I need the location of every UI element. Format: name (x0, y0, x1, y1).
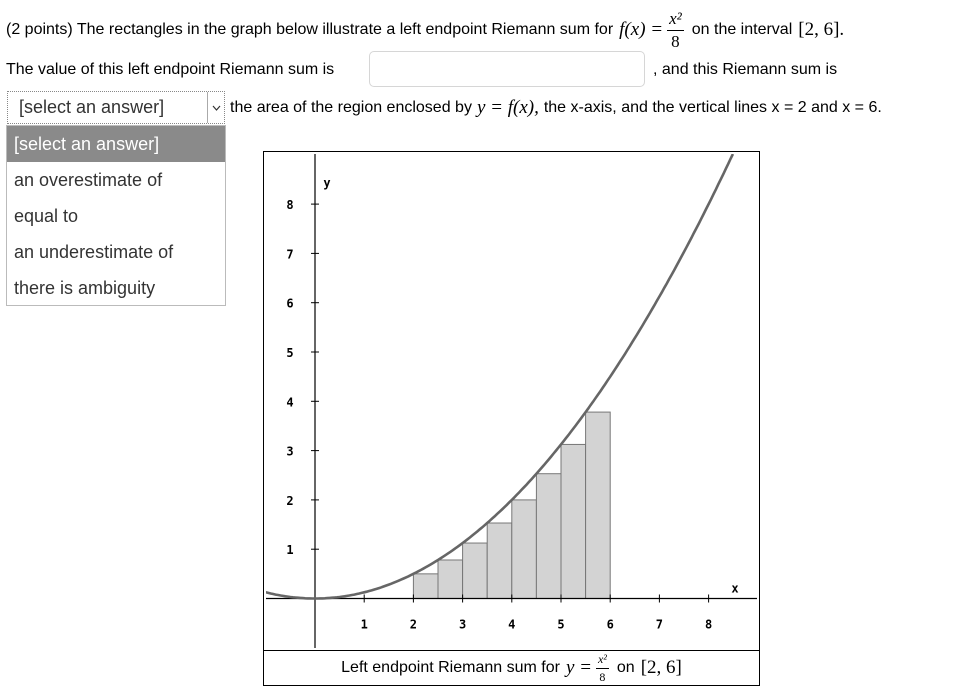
x-tick-label: 1 (360, 617, 368, 632)
graph-caption (263, 650, 760, 686)
y-tick-label: 1 (286, 543, 294, 558)
chevron-down-icon[interactable] (207, 92, 224, 123)
y-axis-label: y (323, 176, 331, 190)
function-name: f(x) = (619, 19, 664, 40)
dropdown-option[interactable]: equal to (14, 206, 79, 226)
caption-on-label: on (616, 659, 635, 676)
question-line-3 (230, 91, 882, 124)
fraction-denominator: 8 (671, 32, 680, 51)
x-tick-label: 8 (704, 617, 713, 632)
riemann-rectangle (586, 412, 611, 598)
riemann-rectangle (438, 560, 463, 599)
y-tick-label: 7 (286, 247, 294, 262)
question-interval: [2, 6]. (798, 19, 845, 40)
area-math: y = f(x), (476, 96, 539, 118)
dropdown-option[interactable]: an underestimate of (14, 242, 174, 262)
caption-math-lhs: y = (565, 657, 592, 678)
caption-interval: [2, 6] (640, 657, 682, 678)
caption-prefix: Left endpoint Riemann sum for (341, 659, 560, 676)
after-input-text: , and this Riemann sum is (653, 61, 838, 78)
question-line-1 (6, 6, 844, 54)
y-tick-label: 4 (286, 395, 294, 410)
dropdown-option[interactable]: [select an answer] (7, 126, 225, 162)
function-fraction (667, 10, 684, 50)
y-tick-label: 6 (286, 296, 294, 311)
y-tick-label: 5 (286, 346, 294, 360)
riemann-graph (263, 151, 760, 651)
riemann-rectangle (487, 523, 512, 598)
caption-fraction (596, 653, 609, 683)
area-text-after: the x-axis, and the vertical lines x = 2 and x = 6. (543, 98, 882, 116)
interval-label: on the interval (691, 21, 793, 38)
x-tick-label: 2 (409, 617, 418, 632)
estimate-select-value: [select an answer] (19, 97, 165, 117)
question-intro-text: (2 points) The rectangles in the graph below illustrate a left endpoint Riemann sum for (6, 21, 614, 38)
caption-fraction-denominator: 8 (599, 670, 606, 684)
fraction-numerator: x² (667, 10, 684, 31)
x-tick-label: 6 (606, 617, 614, 632)
estimate-dropdown-list (6, 125, 226, 306)
riemann-rectangle (536, 474, 561, 599)
caption-fraction-numerator: x² (596, 653, 609, 669)
y-tick-label: 3 (286, 444, 294, 459)
x-tick-label: 4 (508, 617, 516, 632)
y-tick-label: 2 (286, 493, 294, 508)
dropdown-option[interactable]: an overestimate of (14, 170, 163, 190)
x-tick-label: 5 (557, 617, 565, 632)
x-axis-label: x (731, 581, 739, 596)
x-tick-label: 3 (458, 617, 467, 632)
y-tick-label: 8 (286, 198, 294, 213)
estimate-select[interactable] (7, 91, 225, 124)
riemann-rectangle (413, 574, 438, 599)
x-tick-label: 7 (655, 617, 664, 632)
dropdown-option[interactable]: there is ambiguity (14, 278, 156, 298)
riemann-rectangle (512, 500, 537, 599)
area-text-before: the area of the region enclosed by (230, 98, 472, 116)
value-prompt: The value of this left endpoint Riemann sum is (6, 61, 335, 78)
riemann-rectangle (463, 543, 488, 598)
riemann-chart-svg (266, 154, 757, 648)
riemann-sum-input[interactable] (369, 51, 645, 87)
riemann-rectangle (561, 444, 586, 598)
